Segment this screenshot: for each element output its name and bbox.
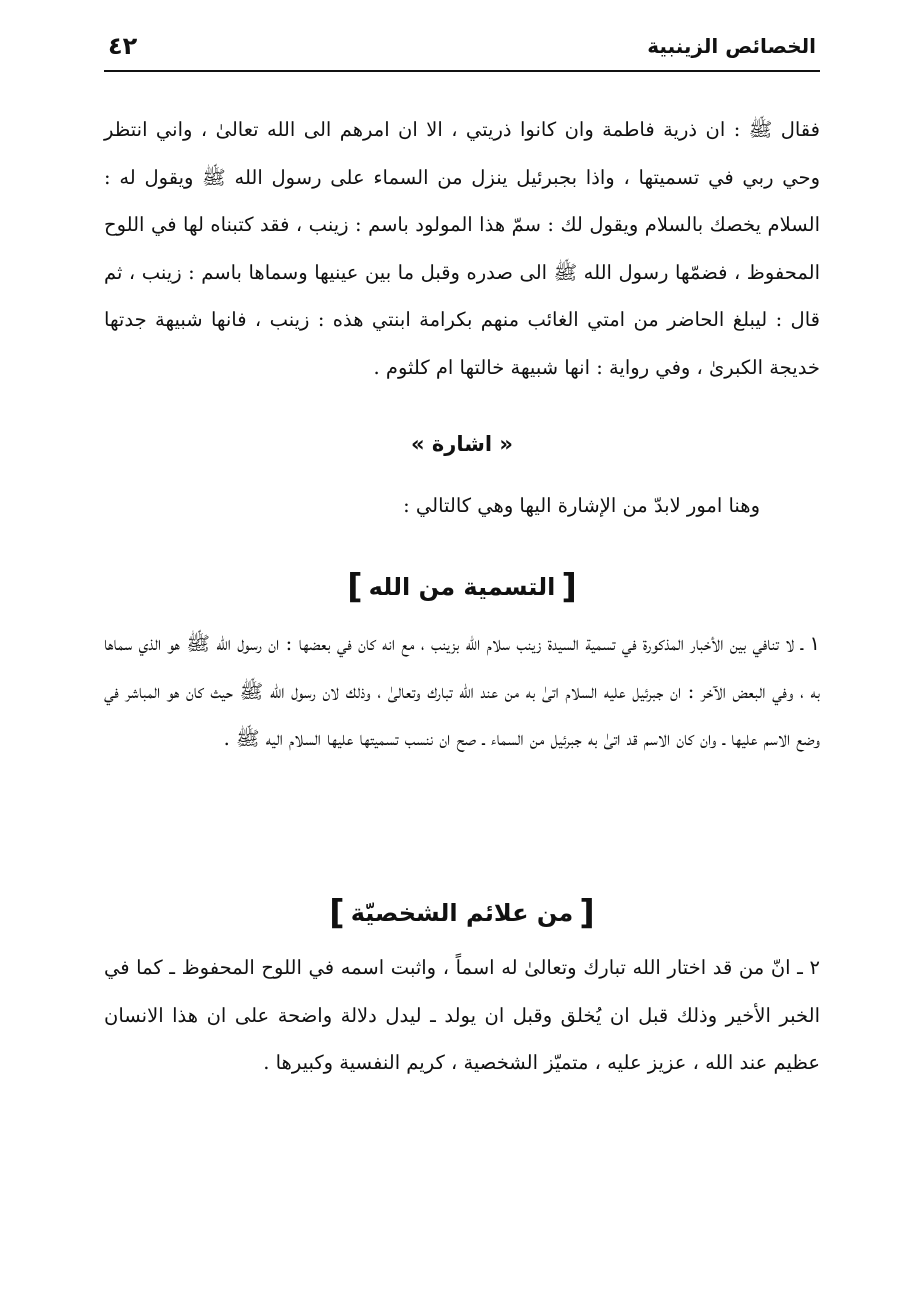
page-number: ٤٢ [108, 32, 138, 60]
paragraph-point-2: ٢ ـ انّ من قد اختار الله تبارك وتعالىٰ له اسماً ، واثبت اسمه في اللوح المحفوظ ـ كما في الخبر الأخير وذلك قبل ان يُخلق وقبل ان يولد ـ ليدل دلالة واضحة على ان هذا الانسان عظيم عند الله ، عزيز عليه ، متميّز الشخصية ، كريم النفسية وكبيرها . [104, 956, 820, 1074]
paragraph-intro-points: وهنا امور لابدّ من الإشارة اليها وهي كالتالي : [403, 494, 760, 517]
heading-bracket-open: [ [561, 567, 577, 607]
page-header [104, 32, 820, 72]
heading-ishara: « اشارة » [411, 432, 513, 456]
paragraph-naming-narration: فقال ﷺ : ان ذرية فاطمة وان كانوا ذريتي ، الا ان امرهم الى الله تعالىٰ ، واني انتظر وحي ربي في تسميتها ، واذا بجبرئيل ينزل من السماء على رسول الله ﷺ ويقول له : السلام يخصك بالسلام ويقول لك : سمّ هذا المولود باسم : زينب ، فقد كتبناه لها في اللوح المحفوظ ، فضمّها رسول الله ﷺ الى صدره وقبل ما بين عينيها وسماها باسم : زينب ، ثم قال : ليبلغ الحاضر من امتي الغائب منهم بكرامة ابنتي هذه : زينب ، فانها شبيهة جدتها خديجة الكبرىٰ ، وفي رواية : انها شبيهة خالتها ام كلثوم . [104, 118, 820, 379]
heading-tasmiya [104, 567, 820, 607]
heading-alaim-text: من علائم الشخصيّة [350, 899, 574, 927]
paragraph-point-1: ١ ـ لا تنافي بين الأخبار المذكورة في تسمية السيدة زينب سلام الله بزينب ، مع انه كان في بعضها : ان رسول الله ﷺ هو الذي سماها به ، وفي البعض الآخر : ان جبرئيل عليه السلام اتىٰ به من عند الله تبارك وتعالىٰ ، وذلك لان رسول الله ﷺ حيث كان هو المباشر في وضع الاسم عليها ـ وان كان الاسم قد اتىٰ به جبرئيل من السماء ـ صح ان ننسب تسميتها عليها السلام اليه ﷺ . [104, 632, 820, 750]
heading-bracket-open: [ [579, 893, 595, 933]
heading-bracket-close: ] [329, 893, 345, 933]
running-title: الخصائص الزينبية [647, 34, 816, 58]
heading-alaim [104, 893, 820, 933]
heading-tasmiya-text: التسمية من الله [368, 573, 556, 601]
heading-bracket-close: ] [347, 567, 363, 607]
